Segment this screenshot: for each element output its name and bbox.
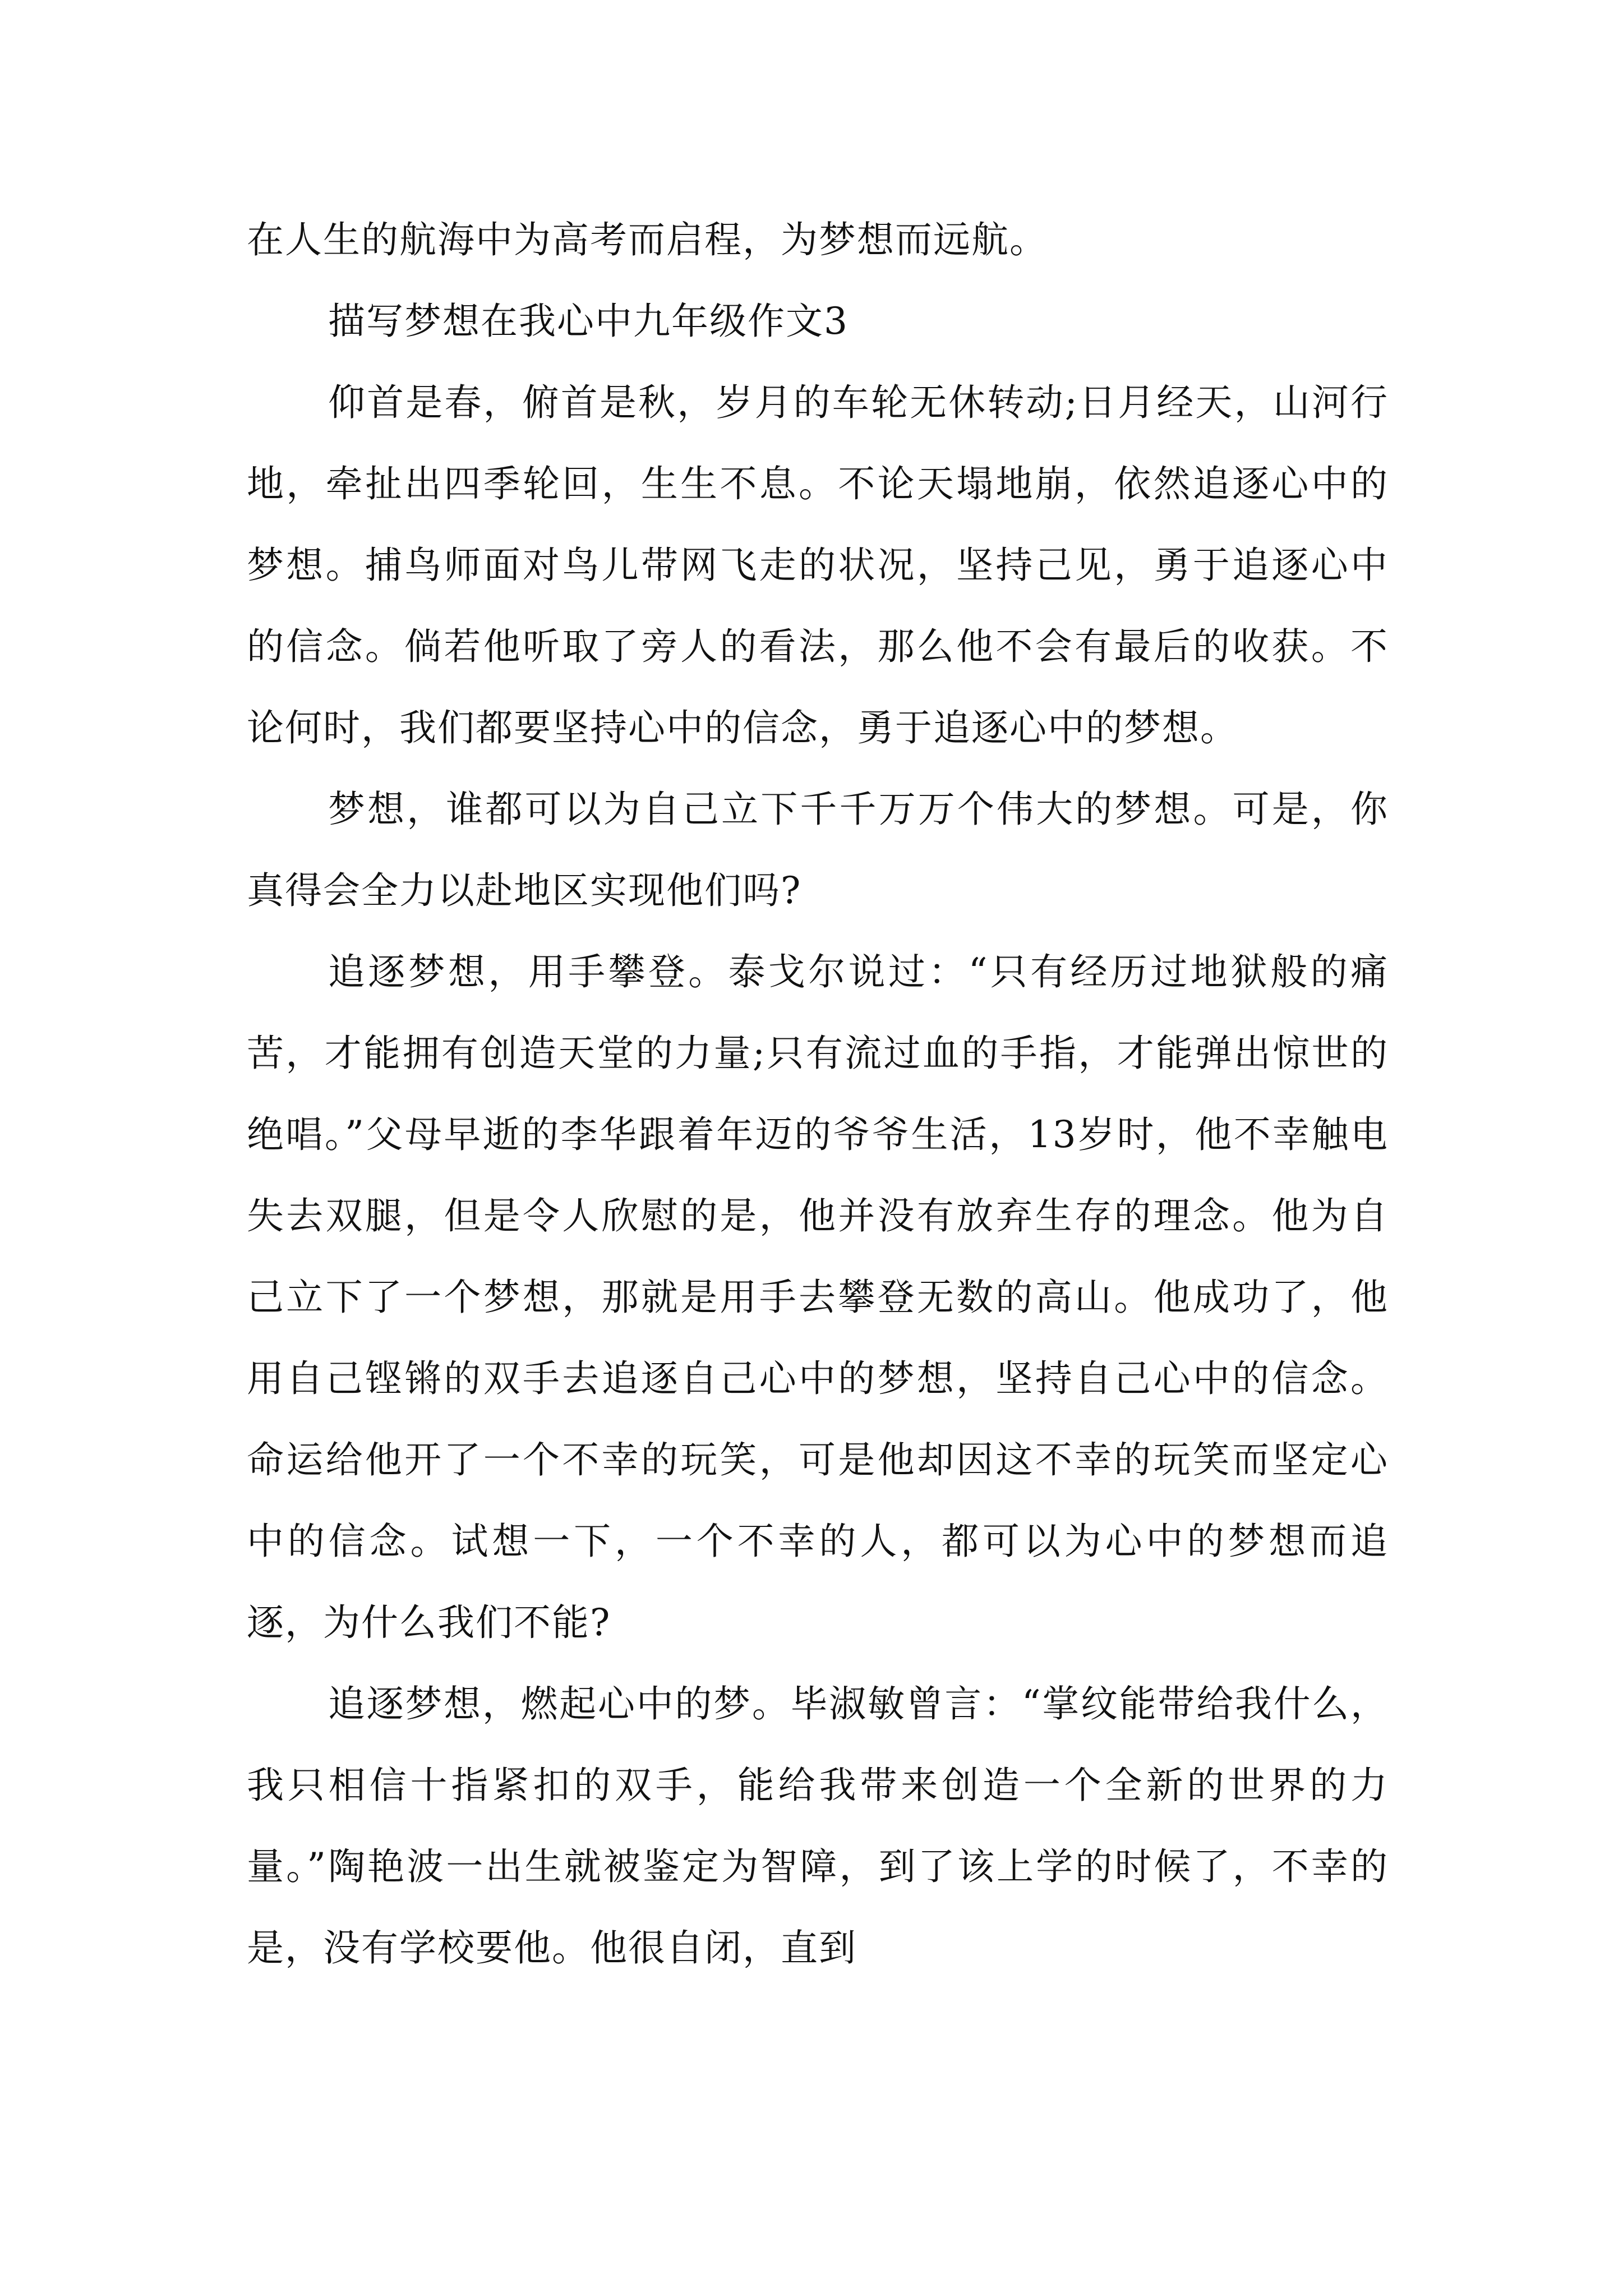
paragraph-intro: 仰首是春，俯首是秋，岁月的车轮无休转动;日月经天，山河行地，牵扯出四季轮回，生生不息。不论天塌地崩，依然追逐心中的梦想。捕鸟师面对鸟儿带网飞走的状况，坚持己见，勇于追逐心中的信念。倘若他听取了旁人的看法，那么他不会有最后的收获。不论何时，我们都要坚持心中的信念，勇于追逐心中的梦想。 <box>247 381 1389 749</box>
essay-title: 描写梦想在我心中九年级作文3 <box>328 300 849 343</box>
paragraph-climbing: 追逐梦想，用手攀登。泰戈尔说过：“只有经历过地狱般的痛苦，才能拥有创造天堂的力量;只有流过血的手指，才能弹出惊世的绝唱。”父母早逝的李华跟着年迈的爷爷生活，13岁时，他不幸触电失去双腿，但是令人欣慰的是，他并没有放弃生存的理念。他为自己立下了一个梦想，那就是用手去攀登无数的高山。他成功了，他用自己铿锵的双手去追逐自己心中的梦想，坚持自己心中的信念。命运给他开了一个不幸的玩笑，可是他却因这不幸的玩笑而坚定心中的信念。试想一下，一个不幸的人，都可以为心中的梦想而追逐，为什么我们不能? <box>247 950 1389 1644</box>
essay-body <box>247 199 1389 1989</box>
paragraph-question: 梦想，谁都可以为自己立下千千万万个伟大的梦想。可是，你真得会全力以赴地区实现他们吗? <box>247 788 1389 912</box>
paragraph-dream-fire: 追逐梦想，燃起心中的梦。毕淑敏曾言：“掌纹能带给我什么，我只相信十指紧扣的双手，能给我带来创造一个全新的世界的力量。”陶艳波一出生就被鉴定为智障，到了该上学的时候了，不幸的是，没有学校要他。他很自闭，直到 <box>247 1682 1389 1970</box>
paragraph-closing-line: 在人生的航海中为高考而启程，为梦想而远航。 <box>247 218 1048 261</box>
